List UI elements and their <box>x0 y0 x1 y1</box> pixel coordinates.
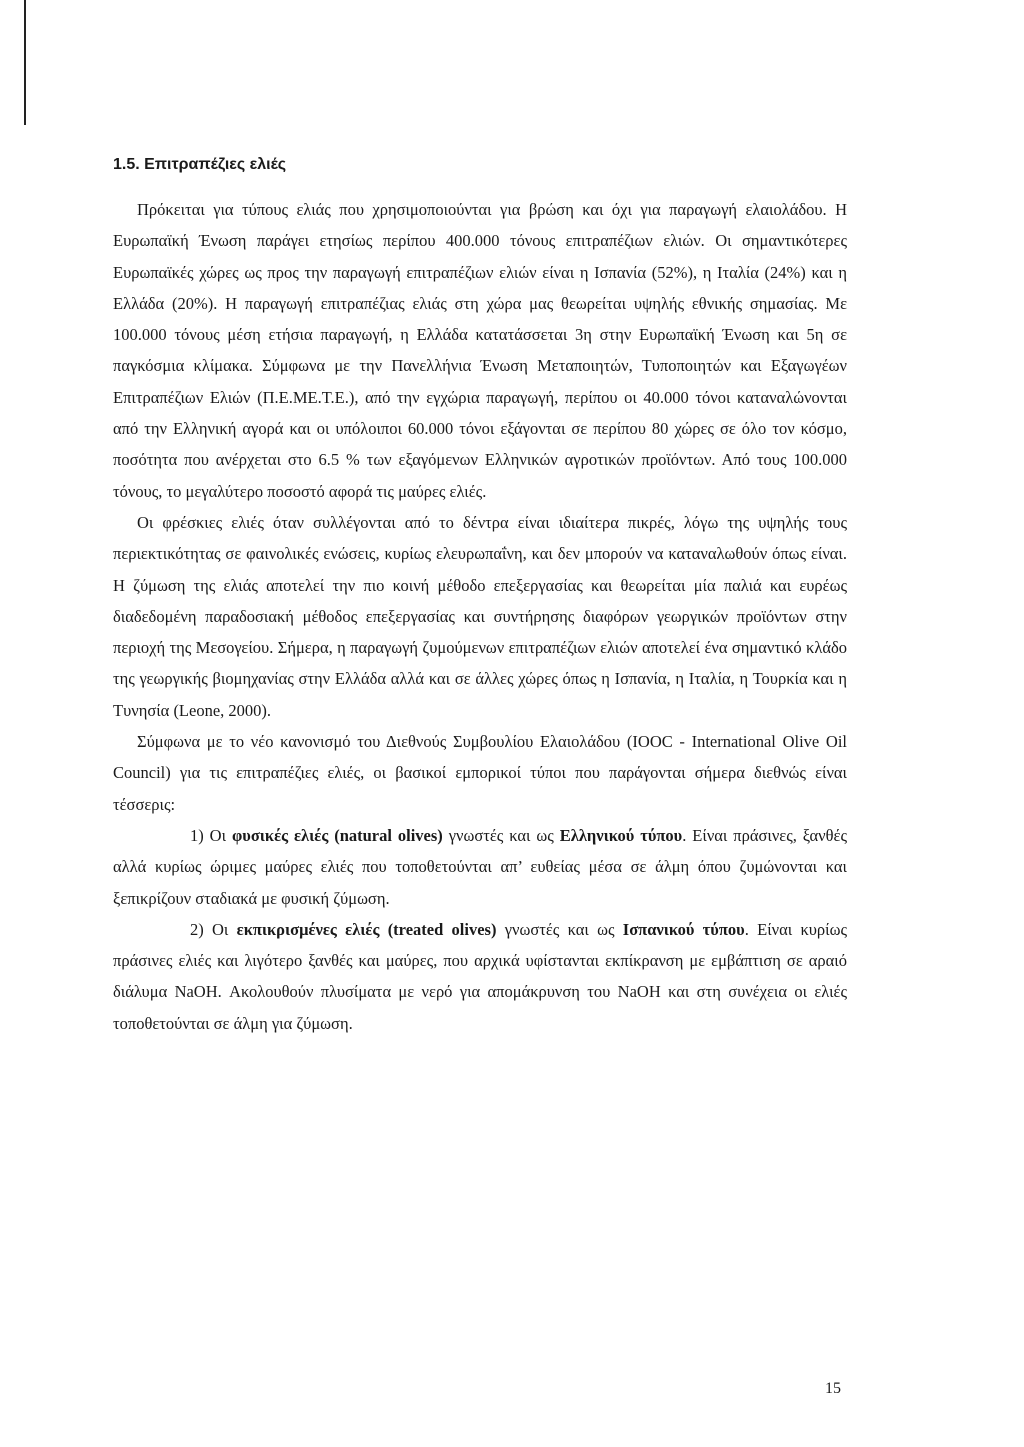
paragraph-fermentation: Οι φρέσκιες ελιές όταν συλλέγονται από το δέντρα είναι ιδιαίτερα πικρές, λόγω της υψηλής τους περιεκτικότητας σε φαινολικές ενώσεις, κυρίως ελευρωπαΐνη, και δεν μπορούν να καταναλωθούν όπως είναι. Η ζύμωση της ελιάς αποτελεί την πιο κοινή μέθοδο επεξεργασίας και θεωρείται μία παλιά και ευρέως διαδεδομένη παραδοσιακή μέθοδος επεξεργασίας και συντήρησης διαφόρων γεωργικών προϊόντων στην περιοχή της Μεσογείου. Σήμερα, η παραγωγή ζυμούμενων επιτραπέζιων ελιών αποτελεί ένα σημαντικό κλάδο της γεωργικής βιομηχανίας στην Ελλάδα αλλά και σε άλλες χώρες όπως η Ισπανία, η Ιταλία, η Τουρκία και η Τυνησία (Leone, 2000). <box>113 512 847 720</box>
section-title: 1.5. Επιτραπέζιες ελιές <box>113 156 287 173</box>
list-item-term: φυσικές ελιές (natural olives) <box>231 825 443 845</box>
list-item-treated-olives <box>113 914 847 1039</box>
document-page <box>113 152 847 1039</box>
list-item-type: Ελληνικού τύπου <box>559 825 683 845</box>
paragraph-intro: Πρόκειται για τύπους ελιάς που χρησιμοποιούνται για βρώση και όχι για παραγωγή ελαιολάδου. Η Ευρωπαϊκή Ένωση παράγει ετησίως περίπου 400.000 τόνους επιτραπέζιων ελιών. Οι σημαντικότερες Ευρωπαϊκές χώρες ως προς την παραγωγή επιτραπέζιων ελιών είναι η Ισπανία (52%), η Ιταλία (24%) και η Ελλάδα (20%). Η παραγωγή επιτραπέζιας ελιάς στη χώρα μας θεωρείται υψηλής εθνικής σημασίας. Με 100.000 τόνους μέση ετήσια παραγωγή, η Ελλάδα κατατάσσεται 3η στην Ευρωπαϊκή Ένωση και 5η σε παγκόσμια κλίμακα. Σύμφωνα με την Πανελλήνια Ένωση Μεταποιητών, Τυποποιητών και Εξαγωγέων Επιτραπέζιων Ελιών (Π.Ε.ΜΕ.Τ.Ε.), από την εγχώρια παραγωγή, περίπου οι 40.000 τόνοι καταναλώνονται από την Ελληνική αγορά και οι υπόλοιποι 60.000 τόνοι εξάγονται σε περίπου 80 χώρες σε όλο τον κόσμο, ποσότητα που ανέρχεται στο 6.5 % των εξαγόμενων Ελληνικών αγροτικών προϊόντων. Από τους 100.000 τόνους, το μεγαλύτερο ποσοστό αφορά τις μαύρες ελιές. <box>113 200 847 501</box>
list-item-natural-olives <box>113 820 847 914</box>
list-item-middle: γνωστές και ως <box>442 825 560 845</box>
list-item-term: εκπικρισμένες ελιές (treated olives) <box>236 919 497 939</box>
list-item-middle: γνωστές και ως <box>496 919 623 939</box>
list-item-prefix: 1) Οι <box>190 825 232 845</box>
paragraph-ioc-types: Σύμφωνα με το νέο κανονισμό του Διεθνούς Συμβουλίου Ελαιολάδου (IOOC - International Olive Oil Council) για τις επιτραπέζιες ελιές, οι βασικοί εμπορικοί τύποι που παράγονται σήμερα διεθνώς είναι τέσσερις: <box>113 732 847 814</box>
list-item-description: . Είναι πράσινες, ξανθές αλλά κυρίως ώριμες μαύρες ελιές που τοποθετούνται απ’ ευθείας μέσα σε άλμη όπου ζυμώνονται και ξεπικρίζουν σταδιακά με φυσική ζύμωση. <box>113 825 848 908</box>
scan-edge-line <box>24 0 26 125</box>
list-item-prefix: 2) Οι <box>190 919 237 939</box>
list-item-description: . Είναι κυρίως πράσινες ελιές και λιγότερο ξανθές και μαύρες, που αρχικά υφίστανται εκπίκρανση με εμβάπτιση σε αραιό διάλυμα NaOH. Ακολουθούν πλυσίματα με νερό για απομάκρυνση του NaOH και στη συνέχεια οι ελιές τοποθετούνται σε άλμη για ζύμωση. <box>113 919 847 1033</box>
list-item-type: Ισπανικού τύπου <box>622 919 745 939</box>
page-number: 15 <box>825 1380 841 1397</box>
